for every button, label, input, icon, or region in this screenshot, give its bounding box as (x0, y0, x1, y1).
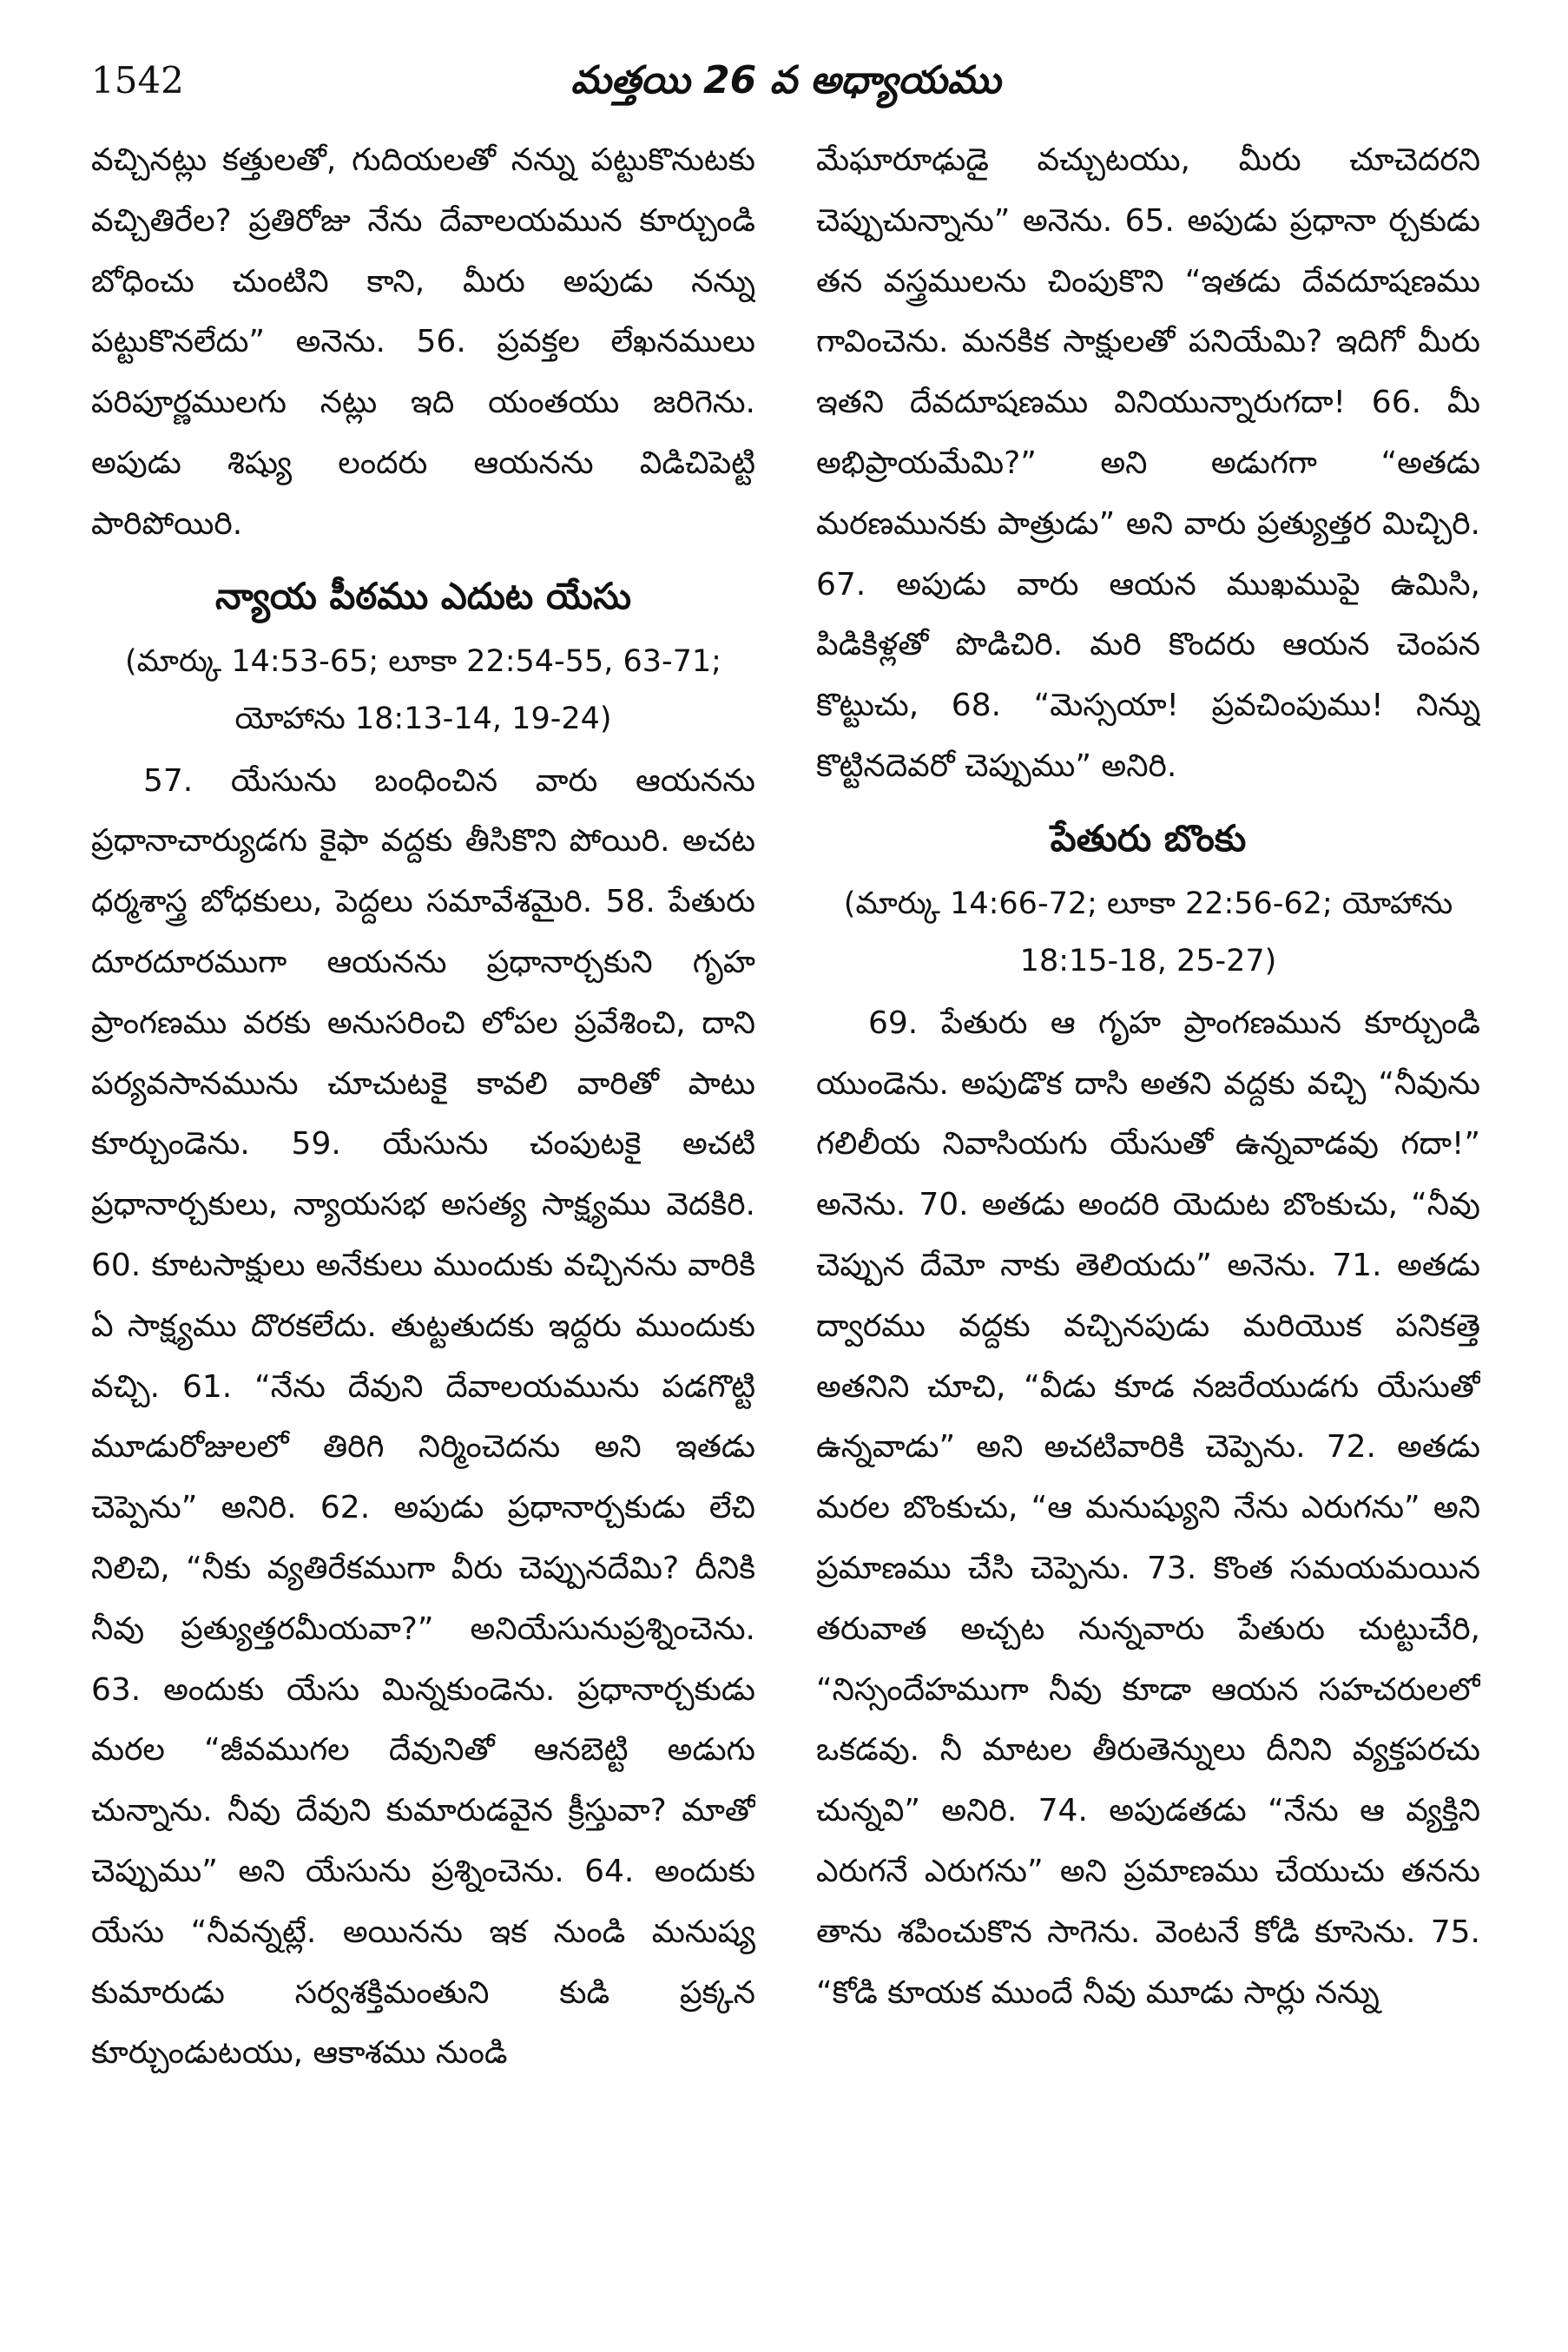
paragraph-continued: వచ్చినట్లు కత్తులతో, గుదియలతో నన్ను పట్టుకొనుటకు వచ్చితిరేల? ప్రతిరోజు నేను దేవాలయమున కూర్చుండి బోధించు చుంటిని కాని, మీరు అపుడు నన్ను పట్టుకొనలేదు” అనెను. 56. ప్రవక్తల లేఖనములు పరిపూర్ణములగు నట్లు ఇది యంతయు జరిగెను. అపుడు శిష్యు లందరు ఆయనను విడిచిపెట్టి పారిపోయిరి. (91, 142, 755, 542)
page-number: 1542 (91, 59, 184, 102)
section-heading: పేతురు బొంకు (1050, 816, 1247, 860)
text-columns (91, 130, 1480, 2327)
cross-references: (మార్కు 14:66-72; లూకా 22:56-62; యోహాను 18:15-18, 25-27) (843, 886, 1453, 978)
paragraph-verse-69: 69. పేతురు ఆ గృహ ప్రాంగణమున కూర్చుండి యుండెను. అపుడొక దాసి అతని వద్దకు వచ్చి “నీవును గలిలీయ నివాసియగు యేసుతో ఉన్నవాడవు గదా!” అనెను. 70. అతడు అందరి యెదుట బొంకుచు, “నీవు చెప్పున దేమో నాకు తెలియదు” అనెను. 71. అతడు ద్వారము వద్దకు వచ్చినపుడు మరియొక పనికత్తె అతనిని చూచి, “వీడు కూడ నజరేయుడగు యేసుతో ఉన్నవాడు” అని అచటివారికి చెప్పెను. 72. అతడు మరల బొంకుచు, “ఆ మనుష్యుని నేను ఎరుగను” అని ప్రమాణము చేసి చెప్పెను. 73. కొంత సమయమయిన తరువాత అచ్చట నున్నవారు పేతురు చుట్టుచేరి, “నిస్సందేహముగా నీవు కూడా ఆయన సహచరులలో ఒకడవు. నీ మాటల తీరుతెన్నులు దీనిని వ్యక్తపరచు చున్నవి” అనిరి. 74. అపుడతడు “నేను ఆ వ్యక్తిని ఎరుగనే ఎరుగను” అని ప్రమాణము చేయుచు తనను తాను శపించుకొన సాగెను. వెంటనే కోడి కూసెను. 75. “కోడి కూయక ముందే నీవు మూడు సార్లు నన్ను (816, 1005, 1480, 2011)
page-header (91, 50, 1480, 111)
cross-references: (మార్కు 14:53-65; లూకా 22:54-55, 63-71; యోహాను 18:13-14, 19-24) (125, 643, 721, 736)
paragraph-continued: మేఘారూఢుడై వచ్చుటయు, మీరు చూచెదరని చెప్పుచున్నాను” అనెను. 65. అపుడు ప్రధానా ర్చకుడు తన వస్త్రములను చింపుకొని “ఇతడు దేవదూషణము గావించెను. మనకిక సాక్షులతో పనియేమి? ఇదిగో మీరు ఇతని దేవదూషణము వినియున్నారుగదా! 66. మీ అభిప్రాయమేమి?” అని అడుగగా “అతడు మరణమునకు పాత్రుడు” అని వారు ప్రత్యుత్తర మిచ్చిరి. 67. అపుడు వారు ఆయన ముఖముపై ఉమిసి, పిడికిళ్లతో పొడిచిరి. మరి కొందరు ఆయన చెంపన కొట్టుచు, 68. “మెస్సయా! ప్రవచింపుము! నిన్ను కొట్టినదెవరో చెప్పుము” అనిరి. (816, 142, 1480, 784)
left-column (91, 130, 755, 2327)
right-column (816, 130, 1480, 2327)
running-title: మత్తయి 26 వ అధ్యాయము (570, 58, 1001, 102)
section-heading: న్యాయ పీఠము ఎదుట యేసు (215, 574, 631, 617)
paragraph-verse-57: 57. యేసును బంధించిన వారు ఆయనను ప్రధానాచార్యుడగు కైఫా వద్దకు తీసికొని పోయిరి. అచట ధర్మశాస్త్ర బోధకులు, పెద్దలు సమావేశమైరి. 58. పేతురు దూరదూరముగా ఆయనను ప్రధానార్చకుని గృహ ప్రాంగణము వరకు అనుసరించి లోపల ప్రవేశించి, దాని పర్యవసానమును చూచుటకై కావలి వారితో పాటు కూర్చుండెను. 59. యేసును చంపుటకై అచటి ప్రధానార్చకులు, న్యాయసభ అసత్య సాక్ష్యము వెదకిరి. 60. కూటసాక్షులు అనేకులు ముందుకు వచ్చినను వారికి ఏ సాక్ష్యము దొరకలేదు. తుట్టతుదకు ఇద్దరు ముందుకు వచ్చి. 61. “నేను దేవుని దేవాలయమును పడగొట్టి మూడురోజులలో తిరిగి నిర్మించెదను అని ఇతడు చెప్పెను” అనిరి. 62. అపుడు ప్రధానార్చకుడు లేచి నిలిచి, “నీకు వ్యతిరేకముగా వీరు చెప్పునదేమి? దీనికి నీవు ప్రత్యుత్తరమీయవా?” అనియేసునుప్రశ్నించెను. 63. అందుకు యేసు మిన్నకుండెను. ప్రధానార్చకుడు మరల “జీవముగల దేవునితో ఆనబెట్టి అడుగు చున్నాను. నీవు దేవుని కుమారుడవైన క్రీస్తువా? మాతో చెప్పుము” అని యేసును ప్రశ్నించెను. 64. అందుకు యేసు “నీవన్నట్లే. అయినను ఇక నుండి మనుష్య కుమారుడు సర్వశక్తిమంతుని కుడి ప్రక్కన కూర్చుండుటయు, ఆకాశము నుండి (91, 762, 755, 2072)
